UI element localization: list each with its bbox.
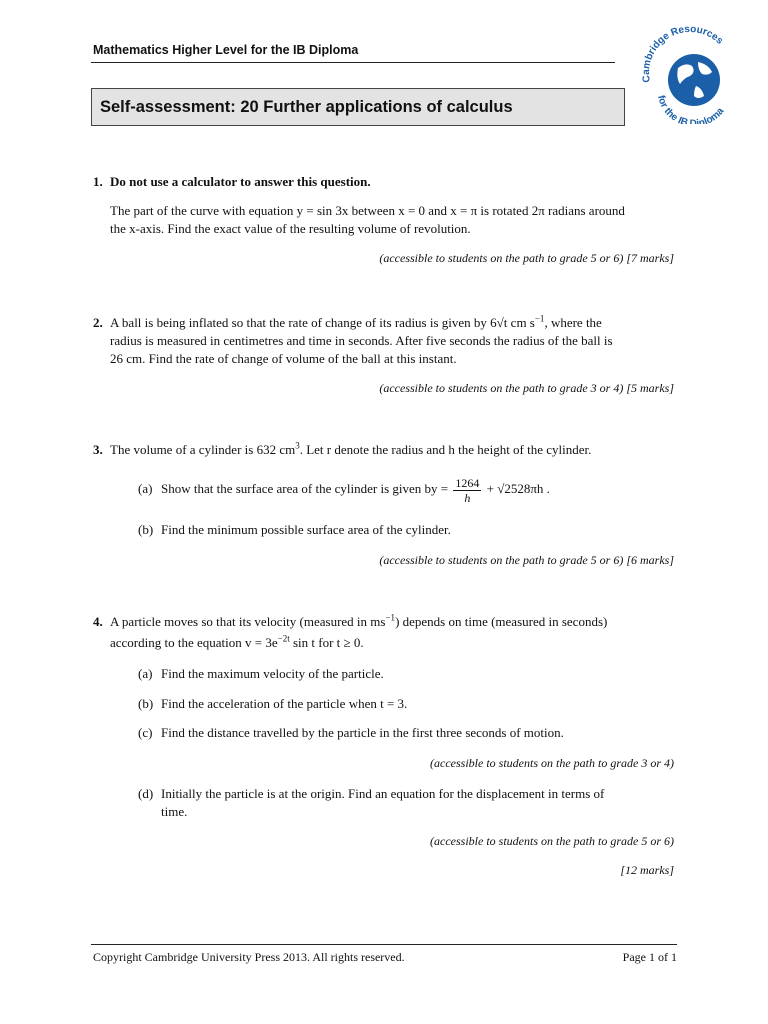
footer-copyright: Copyright Cambridge University Press 2013. All rights reserved. [93,950,405,964]
footer-page-number: Page 1 of 1 [622,950,677,964]
section-title: Self-assessment: 20 Further applications of calculus [100,98,513,116]
question-3a-label: (a) [138,481,153,496]
question-3a-text: Show that the surface area of the cylinder is given by = $\frac{1264}{h}$ + √2528πh . [161,475,550,505]
question-4b-text: Find the acceleration of the particle when t = 3. [161,696,408,711]
question-4-note-2: (accessible to students on the path to grade 5 or 6) [430,834,674,848]
question-4b-label: (b) [138,696,154,711]
question-2-text-line3: 26 cm. Find the rate of change of volume of the ball at this instant. [110,351,457,366]
question-4c-text: Find the distance travelled by the particle in the first three seconds of motion. [161,725,564,740]
question-2-text-line2: radius is measured in centimetres and time in seconds. After five seconds the radius of the ball is [110,333,613,348]
question-1-number: 1. [93,174,103,189]
question-1-text-line1: The part of the curve with equation y = sin 3x between x = 0 and x = π is rotated 2π radians around [110,203,625,218]
question-4-marks: [12 marks] [620,863,674,877]
question-4-number: 4. [93,614,103,629]
question-3b-label: (b) [138,522,154,537]
question-1-instruction: Do not use a calculator to answer this question. [110,174,371,189]
question-4d-text-line1: Initially the particle is at the origin. Find an equation for the displacement in terms of [161,786,605,801]
question-4a-label: (a) [138,666,153,681]
footer-divider [91,944,677,945]
svg-text:Cambridge Resources: Cambridge Resources [640,24,725,84]
question-3-text-line1: The volume of a cylinder is 632 $cm^3$. Let r denote the radius and h the height of the cylinder. [110,440,592,457]
question-2-number: 2. [93,315,103,330]
header-title: Mathematics Higher Level for the IB Diploma [93,43,359,57]
question-4d-text-line2: time. [161,804,188,819]
globe-logo-icon [636,24,746,124]
svg-text:for the IB Diploma: for the IB Diploma [655,94,727,124]
question-1-text-line2: the x-axis. Find the exact value of the resulting volume of revolution. [110,221,471,236]
question-4-text-line1: A particle moves so that its velocity (measured in $ms^{-1}$) depends on time (measured in seconds) [110,612,608,629]
question-3-number: 3. [93,442,103,457]
surface-area-fraction: $\frac{1264}{h}$ [455,475,480,505]
question-2-text-line1: A ball is being inflated so that the rate of change of its radius is given by 6√t cm $s^{-1}$, where the [110,313,602,330]
header-divider [91,62,615,63]
question-3b-text: Find the minimum possible surface area of the cylinder. [161,522,451,537]
question-4d-label: (d) [138,786,154,801]
cambridge-logo [636,24,746,124]
question-1-note: (accessible to students on the path to grade 5 or 6) [7 marks] [379,251,674,265]
question-4a-text: Find the maximum velocity of the particle. [161,666,384,681]
question-2-note: (accessible to students on the path to grade 3 or 4) [5 marks] [379,381,674,395]
question-3-note: (accessible to students on the path to grade 5 or 6) [6 marks] [379,553,674,567]
question-4c-label: (c) [138,725,153,740]
question-4-text-line2: according to the equation $v = 3e^{-2t}$ sin t for t ≥ 0. [110,633,364,650]
section-title-box [91,88,625,126]
question-4-note-1: (accessible to students on the path to grade 3 or 4) [430,756,674,770]
